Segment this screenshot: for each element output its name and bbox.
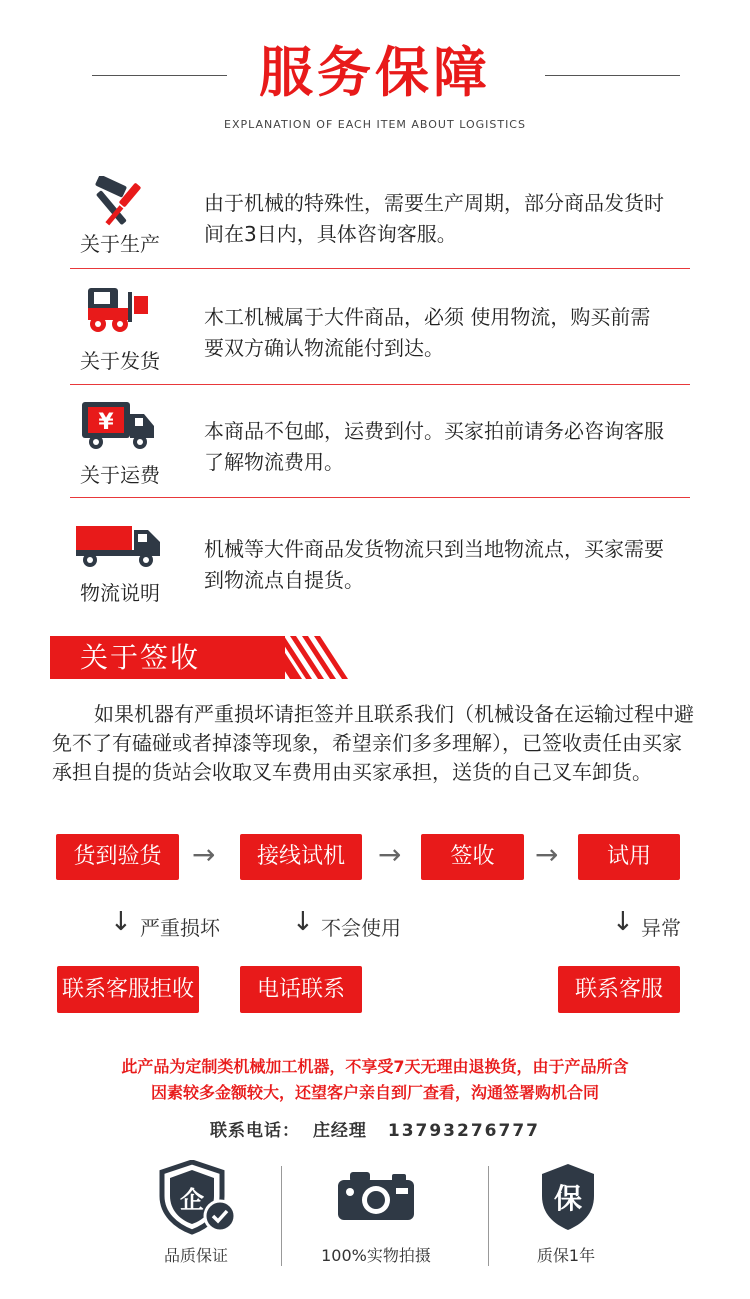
arrow-down-icon: ↓ <box>110 907 132 937</box>
forklift-icon <box>84 286 152 334</box>
flow-step-test: 接线试机 <box>240 834 362 880</box>
service-label-production: 关于生产 <box>80 232 160 256</box>
arrow-right-icon: → <box>535 838 559 871</box>
divider <box>488 1166 489 1266</box>
notice-line-1: 此产品为定制类机械加工机器，不享受7天无理由退换货，由于产品所含 <box>121 1057 629 1076</box>
badge-label-photo: 100%实物拍摄 <box>321 1246 431 1265</box>
divider <box>70 268 690 269</box>
badge-glyph: 保 <box>553 1182 583 1215</box>
branch-damage: 严重损坏 <box>140 916 220 940</box>
contact-phone: 13793276777 <box>387 1121 540 1141</box>
service-label-shipping: 关于发货 <box>80 349 160 373</box>
service-text-production: 由于机械的特殊性，需要生产周期，部分商品发货时间在3日内，具体咨询客服。 <box>204 191 664 246</box>
camera-icon <box>336 1170 416 1222</box>
action-contact: 联系客服 <box>558 966 680 1013</box>
page-title: 服务保障 <box>259 41 491 104</box>
warranty-shield-icon <box>538 1162 598 1232</box>
contact-name: 庄经理 <box>312 1121 367 1141</box>
sign-paragraph: 如果机器有严重损坏请拒签并且联系我们（机械设备在运输过程中避免不了有磕碰或者掉漆等现象，希望亲们多多理解），已签收责任由买家承担自提的货站会收取叉车费用由买家承担，送货的自己叉车卸货。 <box>52 702 694 784</box>
divider <box>70 384 690 385</box>
service-text-logistics: 机械等大件商品发货物流只到当地物流点，买家需要到物流点自提货。 <box>204 537 664 592</box>
divider <box>70 497 690 498</box>
enterprise-shield-icon <box>158 1160 238 1236</box>
hammer-screwdriver-icon <box>88 176 150 228</box>
service-text-shipping: 木工机械属于大件商品，必须 使用物流，购买前需要双方确认物流能付到达。 <box>204 305 651 360</box>
stripes-decoration <box>262 636 352 679</box>
action-phone: 电话联系 <box>240 966 362 1013</box>
branch-unable: 不会使用 <box>321 916 401 940</box>
badge-label-quality: 品质保证 <box>163 1246 228 1265</box>
page-subtitle: EXPLANATION OF EACH ITEM ABOUT LOGISTICS <box>224 118 526 131</box>
contact-row <box>0 1116 750 1141</box>
action-refuse: 联系客服拒收 <box>57 966 199 1013</box>
arrow-down-icon: ↓ <box>292 907 314 937</box>
svg-text:¥: ¥ <box>98 410 114 435</box>
flow-step-inspect: 货到验货 <box>56 834 179 880</box>
service-label-logistics: 物流说明 <box>80 581 160 605</box>
notice-line-2: 因素较多金额较大，还望客户亲自到厂查看，沟通签署购机合同 <box>150 1083 599 1102</box>
badge-label-warranty: 质保1年 <box>536 1246 596 1265</box>
truck-icon <box>74 520 164 570</box>
yen-truck-icon <box>80 398 158 454</box>
contact-label: 联系电话： <box>210 1121 301 1141</box>
arrow-down-icon: ↓ <box>612 907 634 937</box>
sign-heading: 关于签收 <box>80 641 201 674</box>
arrow-right-icon: → <box>378 838 402 871</box>
flow-step-trial: 试用 <box>578 834 680 880</box>
service-text-freight: 本商品不包邮，运费到付。买家拍前请务必咨询客服了解物流费用。 <box>204 419 664 474</box>
arrow-right-icon: → <box>192 838 216 871</box>
flow-step-sign: 签收 <box>421 834 524 880</box>
badge-glyph: 企 <box>180 1186 204 1214</box>
divider <box>281 1166 282 1266</box>
branch-abnormal: 异常 <box>641 916 681 940</box>
service-label-freight: 关于运费 <box>80 463 160 487</box>
